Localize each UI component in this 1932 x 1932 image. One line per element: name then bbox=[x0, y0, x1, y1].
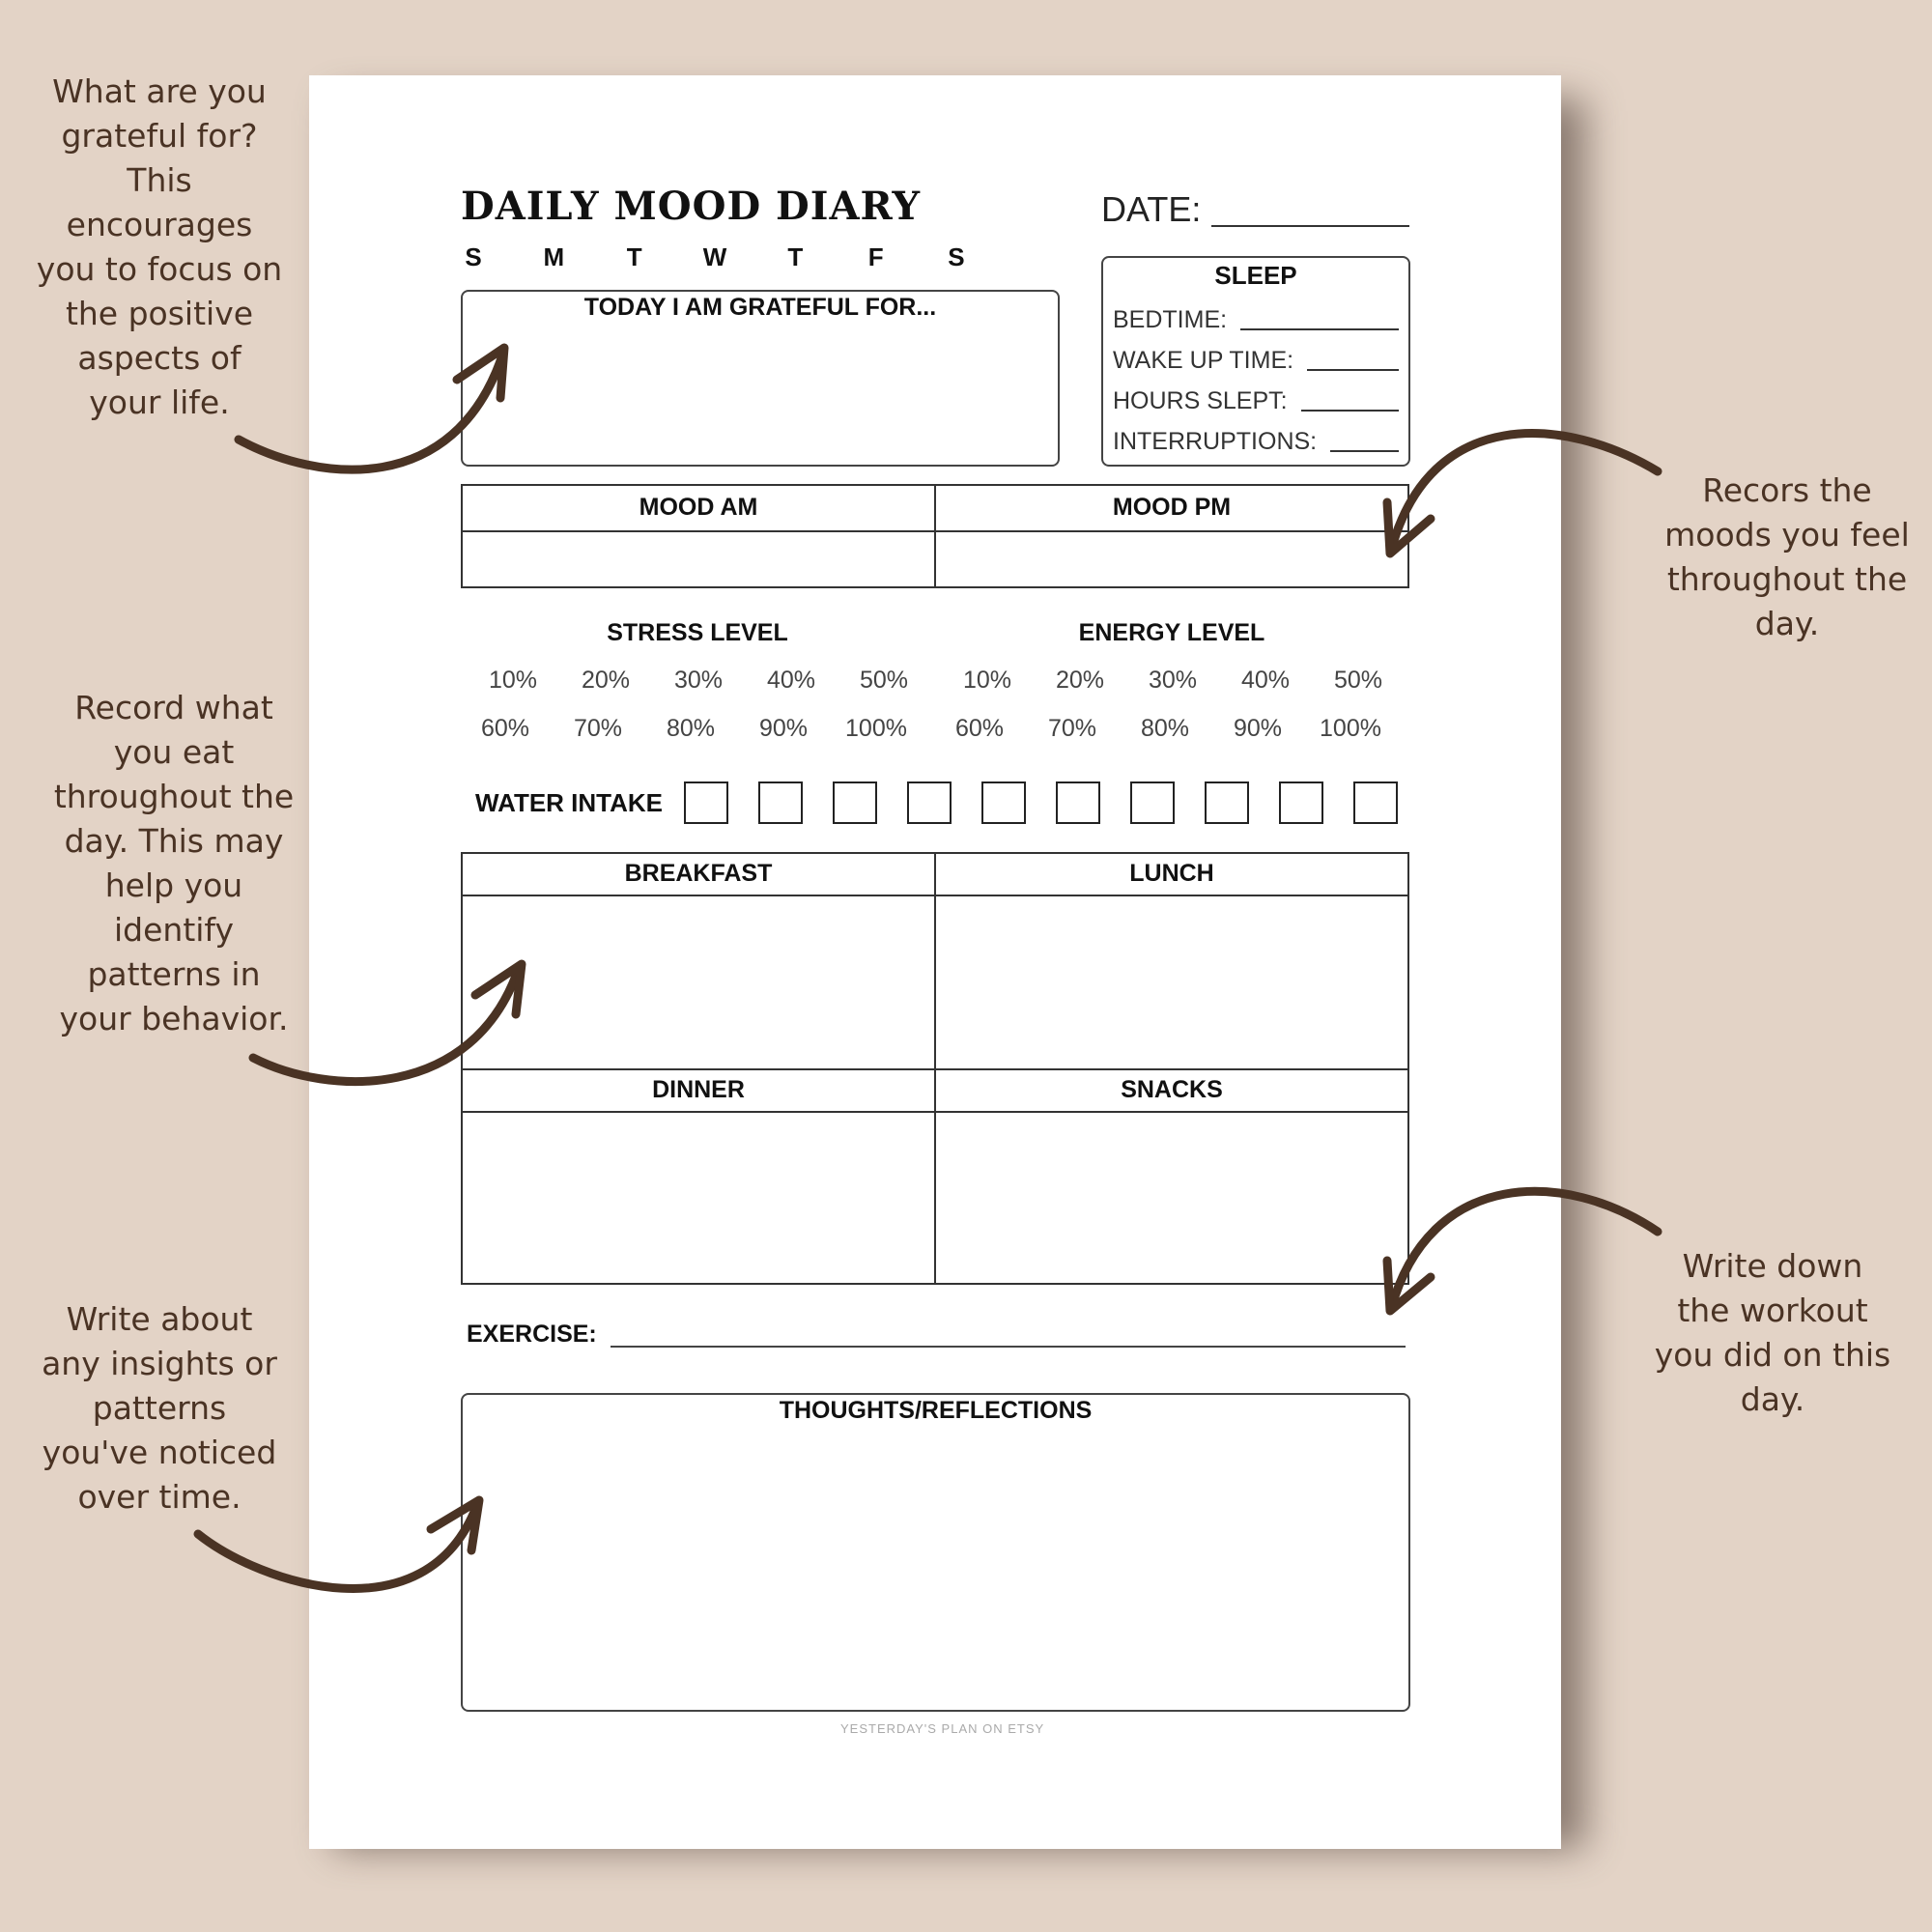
water-intake-checkboxes bbox=[684, 781, 1398, 824]
mood-pm-label: MOOD PM bbox=[1112, 494, 1232, 521]
energy-option[interactable]: 40% bbox=[1240, 667, 1291, 694]
water-checkbox[interactable] bbox=[907, 781, 952, 824]
snacks-header bbox=[936, 1070, 1407, 1113]
wake-up-time-label: WAKE UP TIME: bbox=[1113, 347, 1294, 374]
mood-pm-header bbox=[936, 486, 1407, 532]
energy-option[interactable]: 60% bbox=[954, 715, 1005, 742]
date-field-line[interactable] bbox=[1211, 225, 1409, 227]
water-checkbox[interactable] bbox=[758, 781, 803, 824]
stress-row-1 bbox=[467, 667, 930, 695]
bedtime-label: BEDTIME: bbox=[1113, 306, 1228, 333]
energy-option[interactable]: 80% bbox=[1140, 715, 1190, 742]
stress-option[interactable]: 100% bbox=[845, 715, 907, 742]
interruptions-row[interactable] bbox=[1113, 428, 1399, 456]
interruptions-label: INTERRUPTIONS: bbox=[1113, 428, 1318, 455]
energy-option[interactable]: 30% bbox=[1148, 667, 1198, 694]
weekday-saturday[interactable]: S bbox=[948, 242, 965, 271]
snacks-input[interactable] bbox=[936, 1113, 1407, 1283]
stress-option[interactable]: 70% bbox=[573, 715, 623, 742]
water-checkbox[interactable] bbox=[1130, 781, 1175, 824]
stress-option[interactable]: 10% bbox=[488, 667, 538, 694]
weekday-sunday[interactable]: S bbox=[465, 242, 482, 271]
dinner-input[interactable] bbox=[463, 1113, 936, 1283]
dinner-header bbox=[463, 1070, 936, 1113]
weekday-selector bbox=[459, 242, 971, 272]
water-checkbox[interactable] bbox=[1279, 781, 1323, 824]
grateful-title: TODAY I AM GRATEFUL FOR... bbox=[583, 294, 937, 321]
annotation-grateful: What are you grateful for? This encourages you to focus on the positive aspects of your life. bbox=[36, 72, 283, 421]
date-label: DATE: bbox=[1101, 189, 1202, 229]
bedtime-row[interactable] bbox=[1113, 306, 1399, 334]
water-checkbox[interactable] bbox=[684, 781, 728, 824]
stress-option[interactable]: 30% bbox=[673, 667, 724, 694]
sleep-title: SLEEP bbox=[1214, 261, 1297, 290]
breakfast-label: BREAKFAST bbox=[624, 860, 773, 887]
stress-option[interactable]: 20% bbox=[581, 667, 631, 694]
weekday-thursday[interactable]: T bbox=[787, 242, 804, 271]
thoughts-title: THOUGHTS/REFLECTIONS bbox=[779, 1397, 1093, 1424]
stress-option[interactable]: 60% bbox=[480, 715, 530, 742]
weekday-tuesday[interactable]: T bbox=[626, 242, 642, 271]
mood-am-label: MOOD AM bbox=[639, 494, 758, 521]
energy-option[interactable]: 20% bbox=[1055, 667, 1105, 694]
weekday-friday[interactable]: F bbox=[867, 242, 884, 271]
energy-option[interactable]: 50% bbox=[1333, 667, 1383, 694]
mood-table bbox=[461, 484, 1409, 588]
stress-option[interactable]: 50% bbox=[859, 667, 909, 694]
energy-option[interactable]: 100% bbox=[1320, 715, 1381, 742]
water-checkbox[interactable] bbox=[981, 781, 1026, 824]
stress-option[interactable]: 40% bbox=[766, 667, 816, 694]
energy-option[interactable]: 10% bbox=[962, 667, 1012, 694]
weekday-wednesday[interactable]: W bbox=[702, 242, 727, 271]
energy-row-1 bbox=[941, 667, 1405, 695]
dinner-label: DINNER bbox=[652, 1076, 745, 1103]
water-checkbox[interactable] bbox=[1056, 781, 1100, 824]
water-checkbox[interactable] bbox=[833, 781, 877, 824]
annotation-food: Record what you eat throughout the day. This may help you identify patterns in your behavior. bbox=[53, 689, 295, 1037]
planner-title: DAILY MOOD DIARY bbox=[461, 184, 922, 229]
energy-level-title: ENERGY LEVEL bbox=[1078, 619, 1265, 646]
annotation-moods: Recors the moods you feel throughout the day. bbox=[1664, 471, 1910, 642]
mood-pm-input[interactable] bbox=[936, 532, 1407, 586]
wake-up-time-row[interactable] bbox=[1113, 347, 1399, 375]
weekday-monday[interactable]: M bbox=[543, 242, 565, 271]
exercise-field-line[interactable] bbox=[611, 1346, 1406, 1348]
footer-credit: YESTERDAY'S PLAN ON ETSY bbox=[840, 1721, 1045, 1736]
energy-option[interactable]: 90% bbox=[1233, 715, 1283, 742]
mood-am-input[interactable] bbox=[463, 532, 936, 586]
water-checkbox[interactable] bbox=[1205, 781, 1249, 824]
lunch-header bbox=[936, 854, 1407, 896]
stress-row-2 bbox=[459, 715, 923, 743]
lunch-label: LUNCH bbox=[1129, 860, 1214, 887]
stress-option[interactable]: 90% bbox=[758, 715, 809, 742]
energy-row-2 bbox=[933, 715, 1397, 743]
breakfast-header bbox=[463, 854, 936, 896]
meals-table bbox=[461, 852, 1409, 1285]
lunch-input[interactable] bbox=[936, 896, 1407, 1070]
exercise-label: EXERCISE: bbox=[467, 1321, 597, 1348]
water-checkbox[interactable] bbox=[1353, 781, 1398, 824]
thoughts-box[interactable] bbox=[461, 1393, 1410, 1712]
annotation-workout: Write down the workout you did on this day. bbox=[1654, 1247, 1891, 1418]
stress-option[interactable]: 80% bbox=[666, 715, 716, 742]
energy-option[interactable]: 70% bbox=[1047, 715, 1097, 742]
breakfast-input[interactable] bbox=[463, 896, 936, 1070]
annotation-insights: Write about any insights or patterns you've noticed over time. bbox=[42, 1300, 277, 1516]
stress-level-title: STRESS LEVEL bbox=[607, 619, 788, 646]
hours-slept-row[interactable] bbox=[1113, 387, 1399, 415]
hours-slept-label: HOURS SLEPT: bbox=[1113, 387, 1288, 414]
water-intake-label: WATER INTAKE bbox=[475, 788, 664, 817]
snacks-label: SNACKS bbox=[1121, 1076, 1223, 1103]
grateful-box[interactable] bbox=[461, 290, 1060, 467]
sleep-box bbox=[1101, 256, 1410, 467]
mood-am-header bbox=[463, 486, 936, 532]
